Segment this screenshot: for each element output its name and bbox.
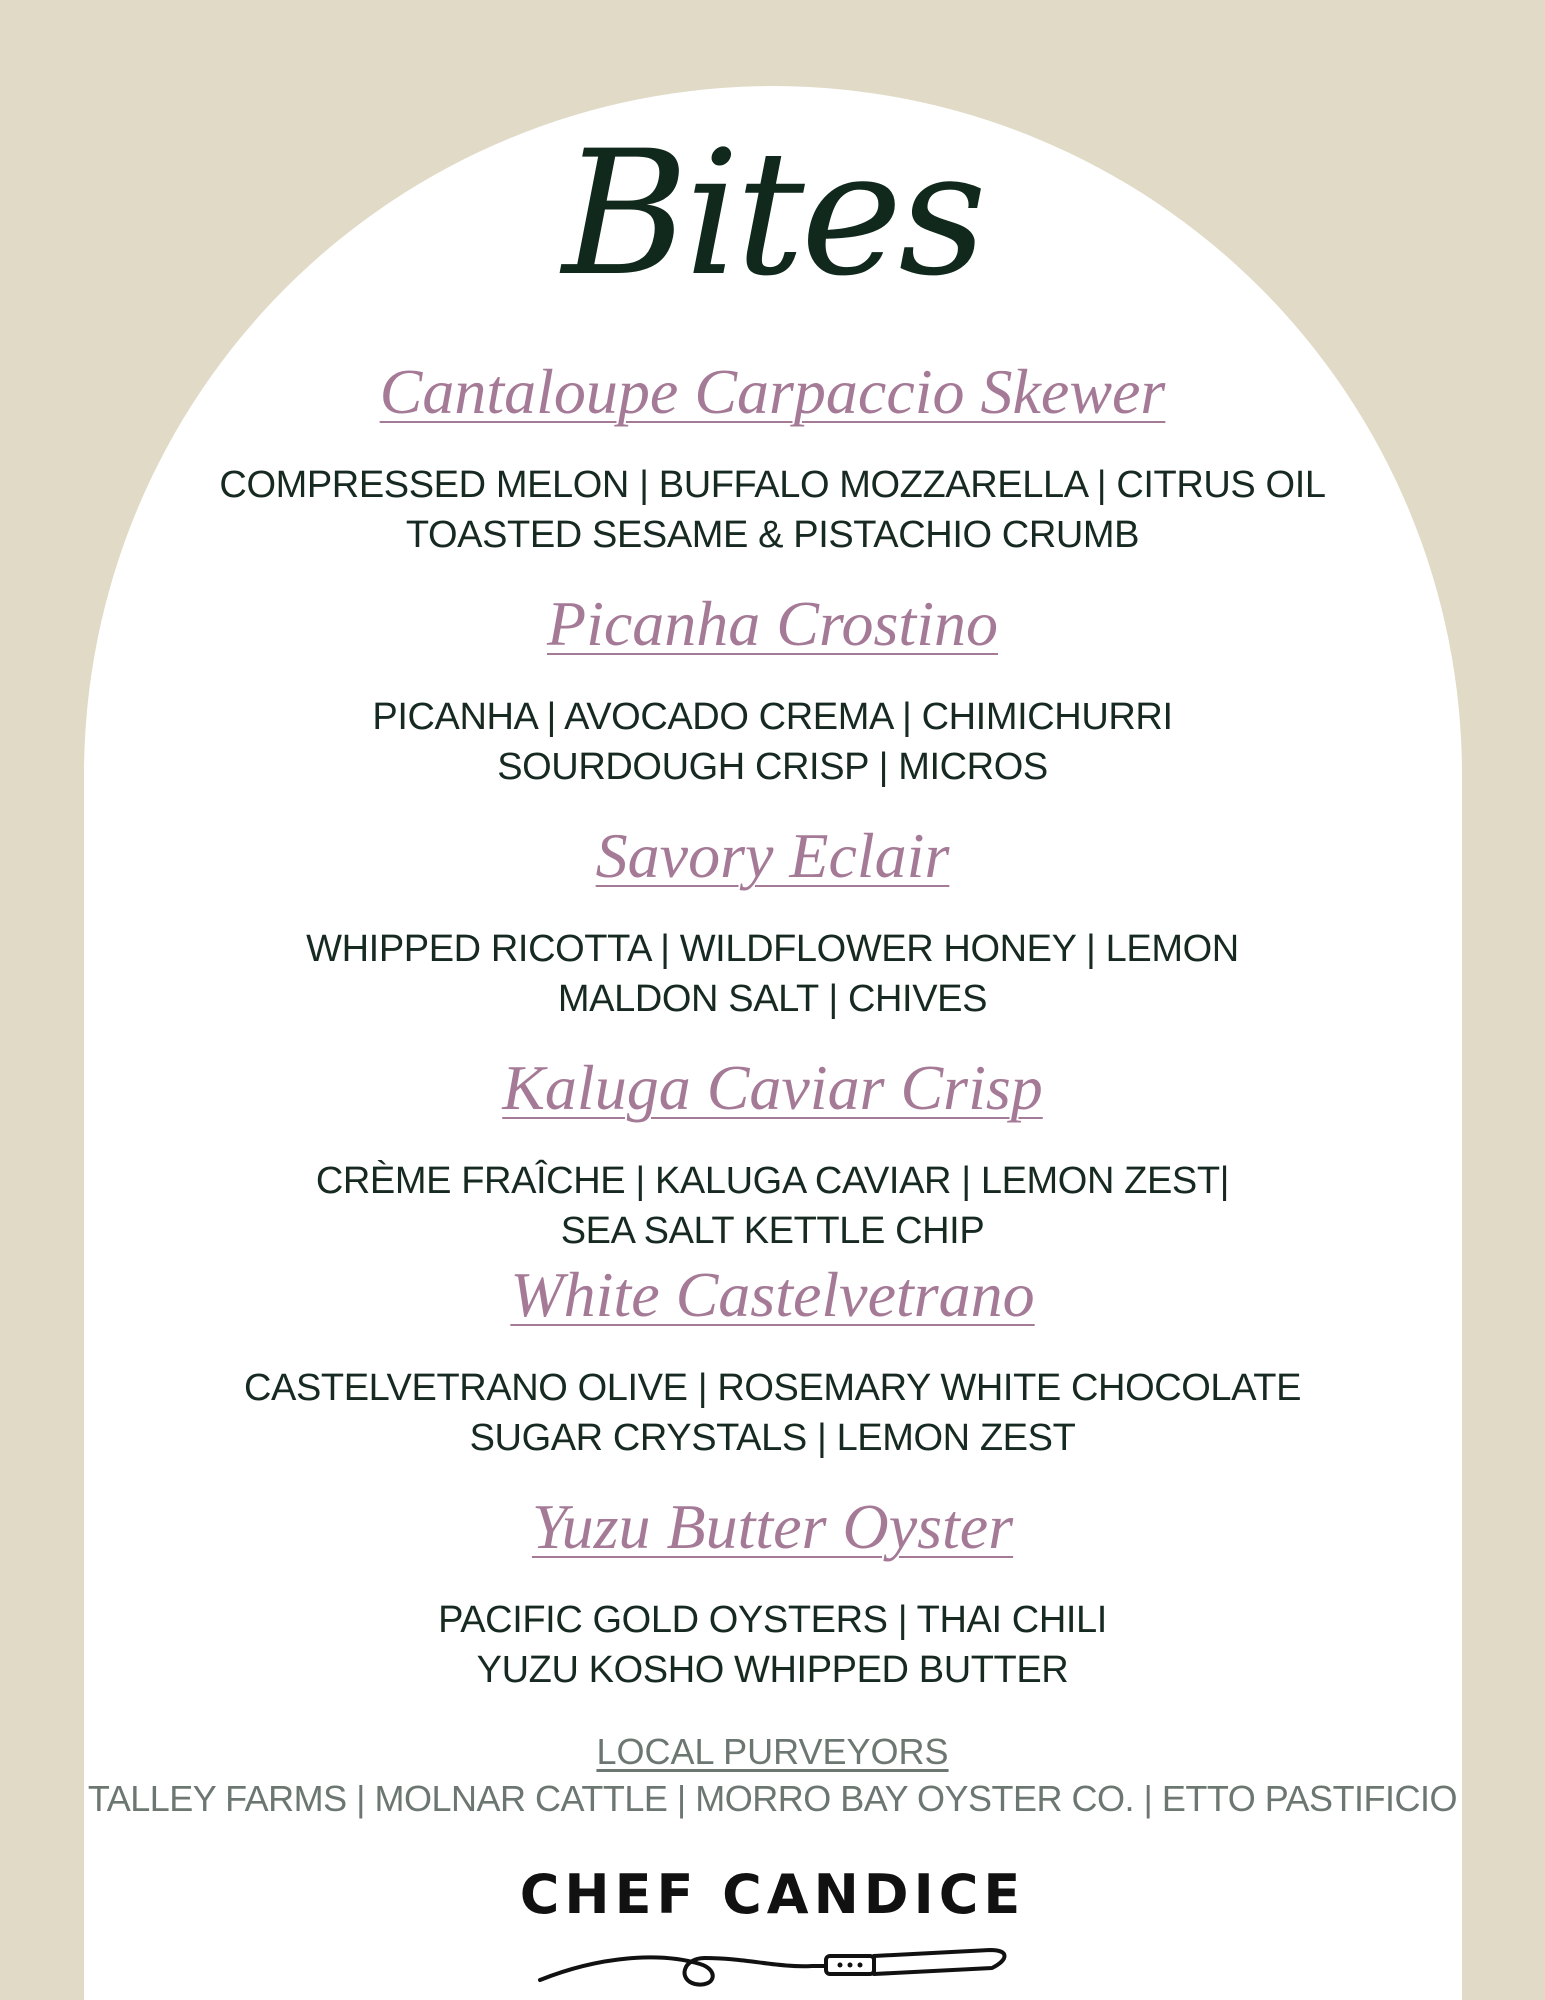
menu-item-description-line: PICANHA | AVOCADO CREMA | CHIMICHURRI	[372, 696, 1173, 738]
menu-item-description-line: SEA SALT KETTLE CHIP	[560, 1210, 985, 1252]
menu-item-name: Cantaloupe Carpaccio Skewer	[379, 356, 1166, 427]
menu-item-description	[0, 924, 1545, 1024]
menu-item-description	[0, 1363, 1545, 1463]
menu-title: Bites	[562, 113, 983, 314]
menu-item-name: Kaluga Caviar Crisp	[502, 1052, 1043, 1123]
menu-item-description	[0, 1156, 1545, 1256]
menu-item-description-line: YUZU KOSHO WHIPPED BUTTER	[476, 1649, 1069, 1691]
purveyors-list: TALLEY FARMS | MOLNAR CATTLE | MORRO BAY OYSTER CO. | ETTO PASTIFICIO	[87, 1778, 1458, 1819]
menu-item-name: Savory Eclair	[595, 820, 950, 891]
menu-item-description-line: SUGAR CRYSTALS | LEMON ZEST	[469, 1417, 1076, 1459]
menu-item-description-line: COMPRESSED MELON | BUFFALO MOZZARELLA | CITRUS OIL	[219, 464, 1326, 506]
menu-item-name: Yuzu Butter Oyster	[531, 1491, 1014, 1562]
menu-item-description-line: PACIFIC GOLD OYSTERS | THAI CHILI	[438, 1599, 1107, 1641]
menu-item-description-line: MALDON SALT | CHIVES	[557, 978, 988, 1020]
menu-item-description	[0, 460, 1545, 560]
knife-flourish-icon	[530, 1928, 1030, 1990]
menu-item-description-line: SOURDOUGH CRISP | MICROS	[497, 746, 1048, 788]
chef-logo-text: CHEF CANDICE	[519, 1863, 1026, 1926]
menu-item-name: Picanha Crostino	[547, 588, 998, 659]
menu-item-description	[0, 1595, 1545, 1695]
purveyors-heading: LOCAL PURVEYORS	[596, 1731, 949, 1772]
menu-item-description-line: WHIPPED RICOTTA | WILDFLOWER HONEY | LEMON	[306, 928, 1239, 970]
menu-item-description-line: CASTELVETRANO OLIVE | ROSEMARY WHITE CHOCOLATE	[243, 1367, 1302, 1409]
menu-item-description-line: CRÈME FRAÎCHE | KALUGA CAVIAR | LEMON ZEST|	[315, 1160, 1230, 1202]
menu-item-description-line: TOASTED SESAME & PISTACHIO CRUMB	[405, 514, 1140, 556]
menu-item-description	[0, 692, 1545, 792]
menu-item-name: White Castelvetrano	[510, 1259, 1035, 1330]
